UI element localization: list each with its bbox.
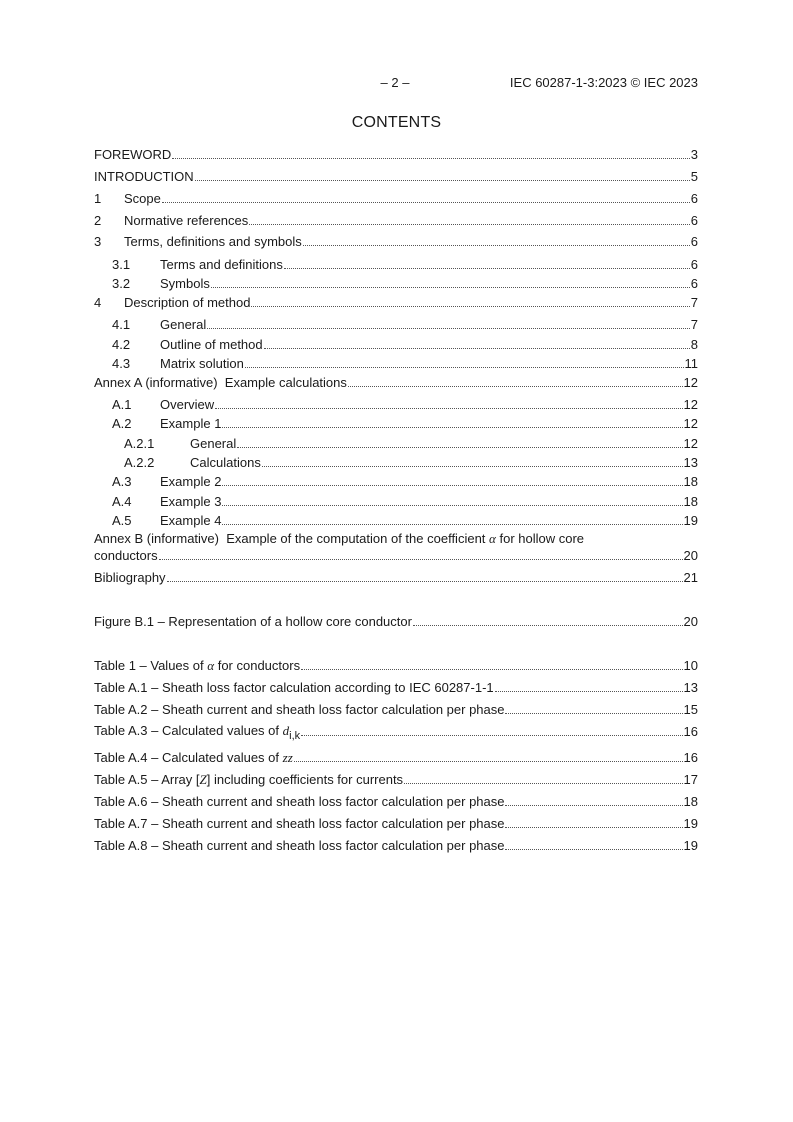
dot-leader bbox=[413, 625, 683, 626]
table-page-number: 10 bbox=[683, 658, 698, 673]
toc-page-number: 18 bbox=[683, 494, 698, 509]
toc-entry-text: Description of method bbox=[124, 295, 251, 310]
toc-page-number: 21 bbox=[683, 570, 698, 585]
dot-leader bbox=[195, 180, 690, 181]
toc-entry-scope[interactable] bbox=[94, 189, 698, 207]
dot-leader bbox=[505, 713, 682, 714]
toc-entry-introduction[interactable] bbox=[94, 167, 698, 185]
dot-leader bbox=[505, 827, 682, 828]
toc-entry-number: A.2.2 bbox=[124, 455, 155, 470]
table-entry-text: Table A.6 – Sheath current and sheath loss factor calculation per phase bbox=[94, 794, 505, 809]
toc-entry-a22-calculations[interactable] bbox=[124, 453, 698, 471]
toc-page-number: 12 bbox=[683, 436, 698, 451]
toc-entry-number: 4.3 bbox=[112, 356, 131, 371]
toc-page-number: 7 bbox=[690, 317, 698, 332]
dot-leader bbox=[167, 581, 683, 582]
dot-leader bbox=[505, 805, 682, 806]
dot-leader bbox=[211, 287, 690, 288]
table-page-number: 16 bbox=[683, 724, 698, 739]
table-entry-text: Table A.1 – Sheath loss factor calculation according to IEC 60287-1-1 bbox=[94, 680, 494, 695]
toc-entry-number: A.2 bbox=[112, 416, 132, 431]
dot-leader bbox=[237, 447, 682, 448]
toc-page-number: 12 bbox=[683, 416, 698, 431]
toc-page-number: 13 bbox=[683, 455, 698, 470]
dot-leader bbox=[215, 408, 682, 409]
table-entry-suffix: ] including coefficients for currents bbox=[206, 772, 404, 787]
alpha-symbol: α bbox=[489, 531, 496, 546]
dot-leader bbox=[262, 466, 683, 467]
toc-entry-bibliography[interactable] bbox=[94, 568, 698, 586]
table-page-number: 15 bbox=[683, 702, 698, 717]
toc-page-number: 3 bbox=[690, 147, 698, 162]
table-entry-text bbox=[94, 723, 300, 740]
dot-leader bbox=[245, 367, 684, 368]
dot-leader bbox=[284, 268, 690, 269]
toc-entry-text: Normative references bbox=[124, 213, 249, 228]
toc-entry-number: A.4 bbox=[112, 494, 132, 509]
dot-leader bbox=[301, 669, 682, 670]
table-entry-a8[interactable] bbox=[94, 836, 698, 854]
toc-entry-text: General bbox=[160, 317, 207, 332]
table-entry-prefix: Table 1 – Values of bbox=[94, 658, 204, 673]
toc-entry-number: 4.1 bbox=[112, 317, 131, 332]
table-entry-a2[interactable] bbox=[94, 700, 698, 718]
toc-entry-symbols[interactable] bbox=[112, 274, 698, 292]
toc-entry-example-3[interactable] bbox=[112, 492, 698, 510]
table-entry-prefix: Table A.5 – Array [ bbox=[94, 772, 200, 787]
dot-leader bbox=[172, 158, 689, 159]
toc-entry-matrix-solution[interactable] bbox=[112, 354, 698, 372]
toc-entry-text-end: for hollow core bbox=[499, 531, 585, 546]
toc-page-number: 12 bbox=[683, 397, 698, 412]
toc-page-number: 6 bbox=[690, 191, 698, 206]
toc-entry-number: 3 bbox=[94, 234, 102, 249]
toc-entry-general[interactable] bbox=[112, 315, 698, 333]
z-symbol: Z bbox=[199, 772, 207, 787]
dot-leader bbox=[495, 691, 683, 692]
toc-entry-example-2[interactable] bbox=[112, 472, 698, 490]
figure-entry-text: Figure B.1 – Representation of a hollow core conductor bbox=[94, 614, 412, 629]
dot-leader bbox=[301, 735, 682, 736]
toc-entry-outline-of-method[interactable] bbox=[112, 335, 698, 353]
table-entry-prefix: Table A.4 – Calculated values of bbox=[94, 750, 280, 765]
dot-leader bbox=[222, 485, 682, 486]
toc-entry-description-of-method[interactable] bbox=[94, 293, 698, 311]
toc-page-number: 12 bbox=[683, 375, 698, 390]
toc-entry-terms-definitions-symbols[interactable] bbox=[94, 232, 698, 250]
toc-entry-text: Overview bbox=[160, 397, 215, 412]
dot-leader bbox=[404, 783, 682, 784]
table-page-number: 18 bbox=[683, 794, 698, 809]
toc-entry-number: 3.2 bbox=[112, 276, 131, 291]
table-page-number: 16 bbox=[683, 750, 698, 765]
table-page-number: 13 bbox=[683, 680, 698, 695]
toc-entry-example-4[interactable] bbox=[112, 511, 698, 529]
toc-entry-number: 4 bbox=[94, 295, 102, 310]
dot-leader bbox=[294, 761, 683, 762]
toc-entry-example-1[interactable] bbox=[112, 414, 698, 432]
table-page-number: 19 bbox=[683, 816, 698, 831]
annex-b-line-2 bbox=[94, 547, 698, 564]
zz-symbol: zz bbox=[282, 750, 293, 765]
table-entry-a3[interactable] bbox=[94, 722, 698, 740]
table-page-number: 19 bbox=[683, 838, 698, 853]
table-entry-a7[interactable] bbox=[94, 814, 698, 832]
toc-entry-annex-a[interactable] bbox=[94, 373, 698, 391]
toc-entry-a21-general[interactable] bbox=[124, 434, 698, 452]
toc-entry-number: A.5 bbox=[112, 513, 132, 528]
table-entry-prefix: Table A.3 – Calculated values of bbox=[94, 723, 280, 738]
toc-entry-text: Terms and definitions bbox=[160, 257, 283, 272]
toc-page-number: 8 bbox=[690, 337, 698, 352]
dot-leader bbox=[264, 348, 690, 349]
toc-entry-number: 3.1 bbox=[112, 257, 131, 272]
table-entry-1[interactable] bbox=[94, 656, 698, 674]
toc-entry-number: A.3 bbox=[112, 474, 132, 489]
toc-entry-overview[interactable] bbox=[112, 395, 698, 413]
toc-entry-number: 1 bbox=[94, 191, 102, 206]
dot-leader bbox=[348, 386, 683, 387]
toc-page-number: 11 bbox=[684, 356, 698, 371]
annex-b-line-1 bbox=[94, 530, 698, 547]
d-symbol: d bbox=[282, 723, 290, 738]
table-entry-text bbox=[94, 750, 293, 766]
alpha-symbol: α bbox=[207, 658, 215, 673]
table-entry-a5[interactable] bbox=[94, 770, 698, 788]
dot-leader bbox=[222, 524, 682, 525]
toc-entry-text: Example 1 bbox=[160, 416, 222, 431]
toc-entry-text: Example 3 bbox=[160, 494, 222, 509]
toc-entry-text: Matrix solution bbox=[160, 356, 244, 371]
figure-entry-b1[interactable] bbox=[94, 612, 698, 630]
toc-entry-text: conductors bbox=[94, 548, 158, 563]
dot-leader bbox=[159, 559, 683, 560]
dot-leader bbox=[249, 224, 689, 225]
table-entry-suffix: for conductors bbox=[217, 658, 301, 673]
toc-entry-text: FOREWORD bbox=[94, 147, 172, 162]
toc-entry-text: Bibliography bbox=[94, 570, 166, 585]
table-entry-text: Table A.7 – Sheath current and sheath loss factor calculation per phase bbox=[94, 816, 505, 831]
page-title: CONTENTS bbox=[351, 114, 442, 131]
toc-entry-text: Example 4 bbox=[160, 513, 222, 528]
toc-page-number: 7 bbox=[690, 295, 698, 310]
toc-entry-terms-and-definitions[interactable] bbox=[112, 255, 698, 273]
table-entry-a6[interactable] bbox=[94, 792, 698, 810]
toc-entry-text: Annex A (informative) Example calculations bbox=[94, 375, 347, 390]
toc-entry-normative-references[interactable] bbox=[94, 211, 698, 229]
dot-leader bbox=[505, 849, 682, 850]
toc-entry-text: Annex B (informative) Example of the computation of the coefficient bbox=[94, 531, 486, 546]
table-entry-a1[interactable] bbox=[94, 678, 698, 696]
toc-page-number: 18 bbox=[683, 474, 698, 489]
dot-leader bbox=[251, 306, 689, 307]
toc-entry-text: Scope bbox=[124, 191, 161, 206]
table-entry-text: Table A.8 – Sheath current and sheath loss factor calculation per phase bbox=[94, 838, 505, 853]
dot-leader bbox=[222, 505, 682, 506]
table-entry-a4[interactable] bbox=[94, 748, 698, 766]
toc-page-number: 6 bbox=[690, 213, 698, 228]
toc-page-number: 6 bbox=[690, 234, 698, 249]
table-entry-text: Table A.2 – Sheath current and sheath loss factor calculation per phase bbox=[94, 702, 505, 717]
toc-entry-foreword[interactable] bbox=[94, 145, 698, 163]
subscript: i,k bbox=[289, 730, 301, 742]
dot-leader bbox=[162, 202, 690, 203]
page-number: – 2 – bbox=[380, 75, 410, 90]
toc-entry-annex-b[interactable] bbox=[94, 530, 698, 564]
toc-page-number: 19 bbox=[683, 513, 698, 528]
toc-entry-text: Terms, definitions and symbols bbox=[124, 234, 302, 249]
toc-entry-text: Outline of method bbox=[160, 337, 263, 352]
toc-entry-text: Symbols bbox=[160, 276, 210, 291]
toc-page-number: 20 bbox=[683, 548, 698, 563]
dot-leader bbox=[303, 245, 690, 246]
dot-leader bbox=[222, 427, 682, 428]
toc-page-number: 6 bbox=[690, 257, 698, 272]
table-page-number: 17 bbox=[683, 772, 698, 787]
toc-page-number: 6 bbox=[690, 276, 698, 291]
document-reference: IEC 60287-1-3:2023 © IEC 2023 bbox=[509, 75, 698, 90]
toc-entry-text: Example 2 bbox=[160, 474, 222, 489]
toc-entry-text: Calculations bbox=[190, 455, 261, 470]
toc-entry-number: A.2.1 bbox=[124, 436, 155, 451]
table-entry-text bbox=[94, 658, 300, 674]
toc-entry-number: A.1 bbox=[112, 397, 132, 412]
figure-page-number: 20 bbox=[683, 614, 698, 629]
toc-entry-text: General bbox=[190, 436, 237, 451]
toc-page-number: 5 bbox=[690, 169, 698, 184]
table-entry-text bbox=[94, 772, 403, 788]
dot-leader bbox=[207, 328, 690, 329]
toc-entry-number: 2 bbox=[94, 213, 102, 228]
toc-entry-text: INTRODUCTION bbox=[94, 169, 194, 184]
toc-entry-number: 4.2 bbox=[112, 337, 131, 352]
